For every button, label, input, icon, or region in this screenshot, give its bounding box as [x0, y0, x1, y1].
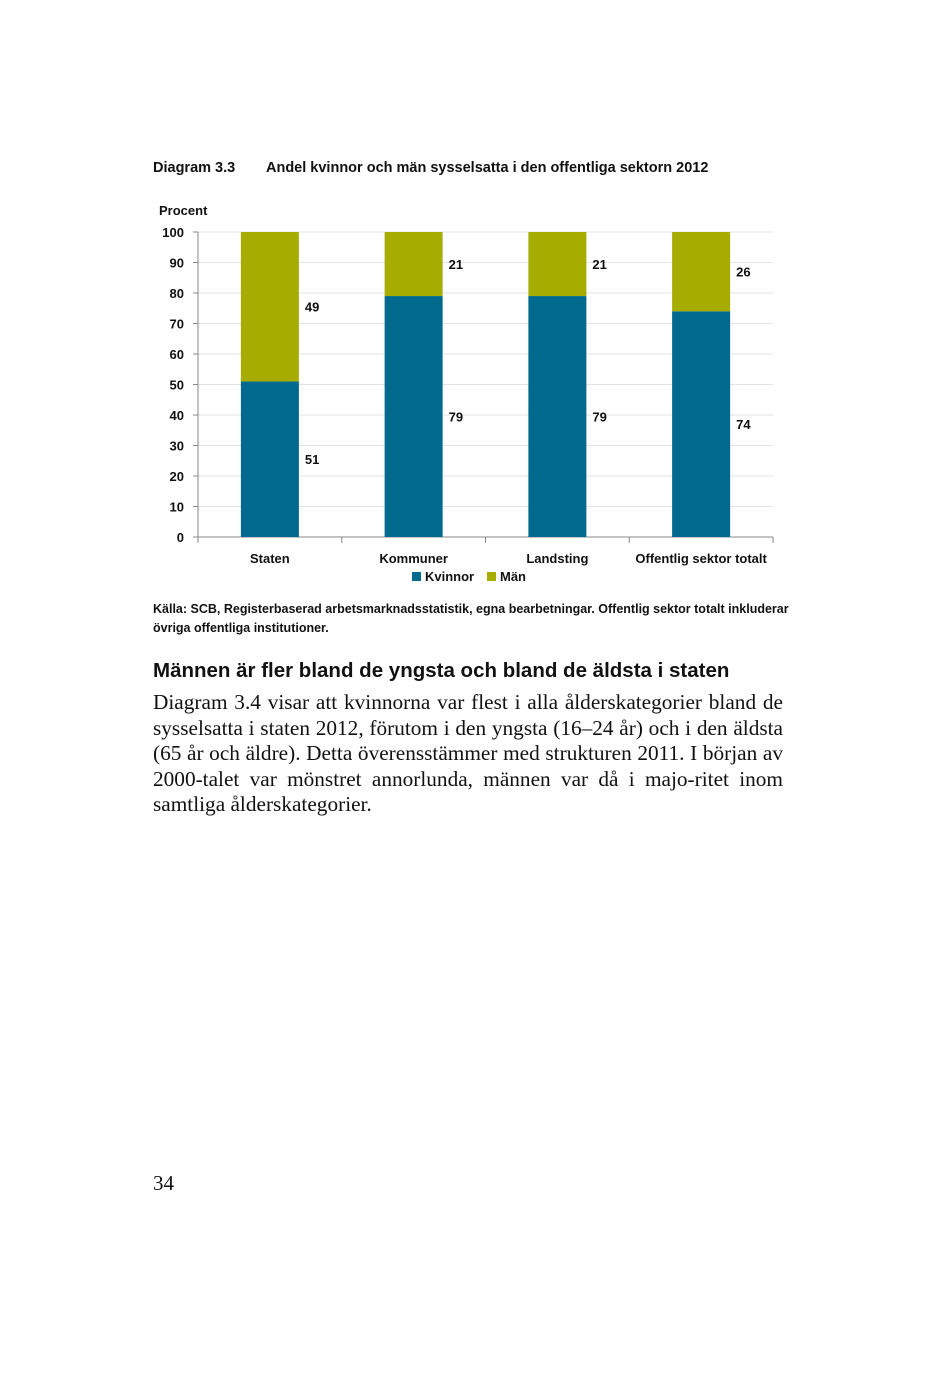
- y-tick-label: 70: [169, 316, 184, 332]
- data-label: 79: [592, 409, 607, 425]
- y-tick-label: 40: [169, 408, 184, 423]
- bar-segment: [241, 232, 299, 381]
- legend-swatch: [487, 572, 496, 581]
- figure-title: Andel kvinnor och män sysselsatta i den offentliga sektorn 2012: [266, 160, 709, 176]
- y-tick-label: 80: [169, 286, 184, 301]
- x-tick-label: Kommuner: [379, 551, 448, 566]
- y-tick-label: 90: [169, 255, 184, 271]
- page-number: 34: [153, 1171, 174, 1195]
- x-tick-label: Landsting: [526, 551, 589, 566]
- section-heading: Männen är fler bland de yngsta och bland de äldsta i staten: [153, 659, 730, 682]
- y-tick-label: 50: [169, 377, 184, 393]
- bar-segment: [528, 296, 586, 537]
- data-label: 79: [448, 409, 464, 425]
- figure-caption: [153, 160, 708, 176]
- y-tick-label: 0: [176, 530, 184, 545]
- data-label: 51: [304, 452, 320, 468]
- figure-number: Diagram 3.3: [153, 160, 236, 176]
- figure-source-note: Källa: SCB, Registerbaserad arbetsmarknadsstatistik, egna bearbetningar. Offentlig sektor totalt inkluderar övriga offentliga institutioner.: [153, 602, 789, 635]
- data-label: 26: [736, 264, 751, 280]
- bar-segment: [385, 232, 443, 296]
- x-tick-label: Staten: [250, 551, 290, 566]
- data-label: 74: [736, 417, 751, 433]
- bar-segment: [528, 232, 586, 296]
- y-tick-label: 10: [169, 499, 184, 515]
- bar-segment: [385, 296, 443, 537]
- data-label: 49: [304, 299, 320, 315]
- y-axis-label: Procent: [159, 203, 208, 218]
- stacked-bar-chart: [150, 196, 790, 596]
- y-tick-label: 60: [169, 347, 184, 362]
- y-tick-label: 100: [162, 225, 184, 240]
- data-label: 21: [592, 257, 607, 273]
- bar-segment: [672, 311, 730, 537]
- y-tick-label: 30: [169, 438, 184, 454]
- bar-segment: [241, 381, 299, 537]
- y-tick-label: 20: [169, 469, 184, 484]
- body-paragraph: Diagram 3.4 visar att kvinnorna var flest i alla ålderskategorier bland de sysselsatta i staten 2012, förutom i den yngsta (16–24 år) och i den äldsta (65 år och äldre). Detta överensstämmer med strukturen 2011. I början av 2000-talet var mönstret annorlunda, männen var då i majo-ritet inom samtliga ålderskategorier.: [153, 690, 783, 817]
- data-label: 21: [448, 257, 464, 273]
- bar-segment: [672, 232, 730, 311]
- legend-swatch: [412, 572, 421, 581]
- legend-label: Kvinnor: [425, 569, 475, 584]
- legend-label: Män: [500, 569, 526, 584]
- x-tick-label: Offentlig sektor totalt: [635, 551, 767, 566]
